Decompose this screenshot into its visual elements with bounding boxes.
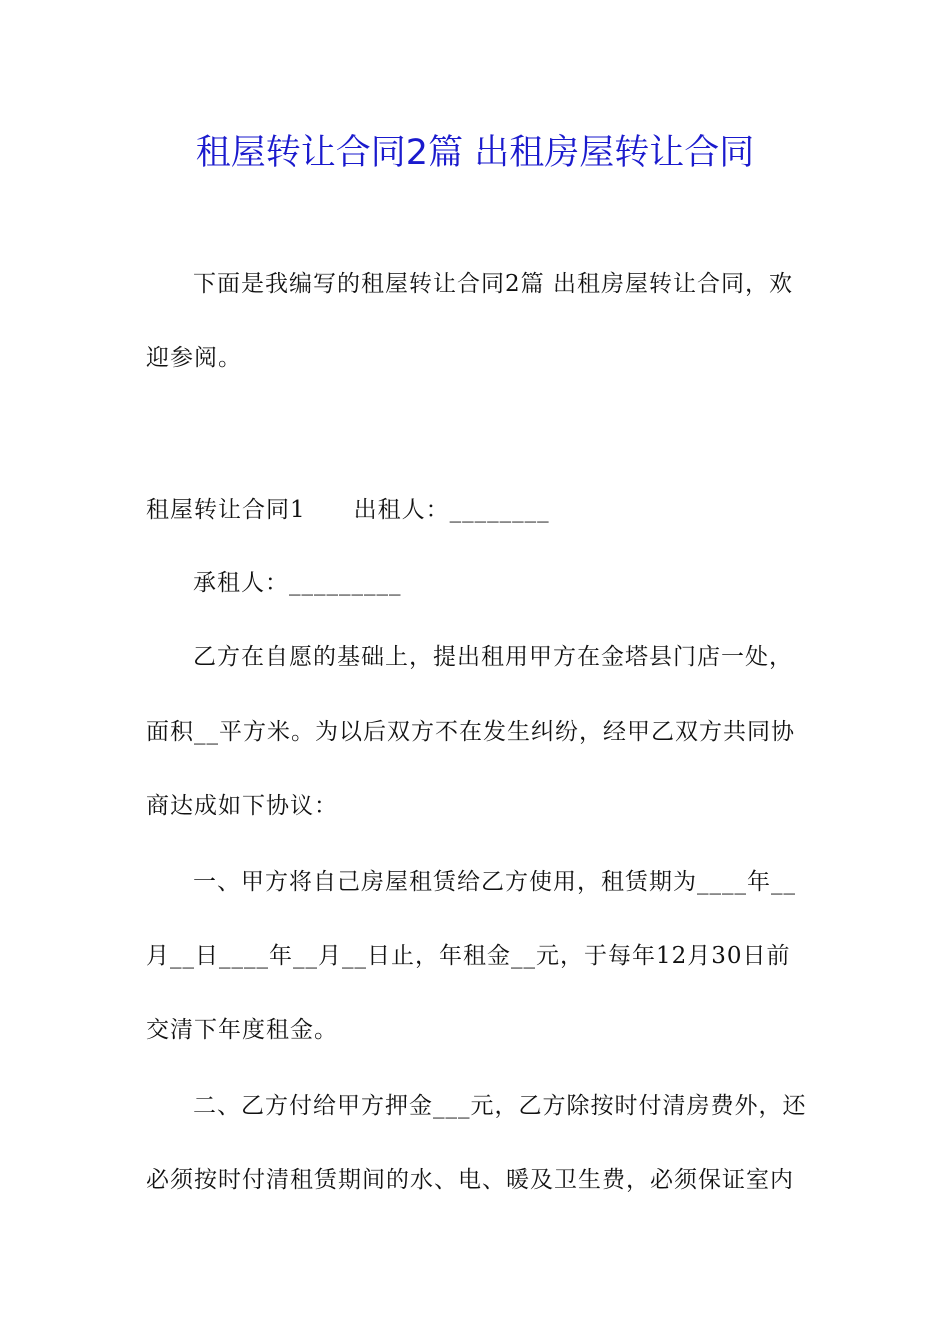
paragraph-line: 面积__平方米。为以后双方不在发生纠纷，经甲乙双方共同协 [146, 719, 795, 745]
paragraph-line: 商达成如下协议： [146, 793, 338, 819]
contract-heading-line: 租屋转让合同1 出租人：________ [146, 497, 550, 523]
paragraph-line: 下面是我编写的租屋转让合同2篇 出租房屋转让合同，欢 [193, 271, 793, 297]
paragraph-line: 迎参阅。 [146, 345, 242, 371]
clause-line: 必须按时付清租赁期间的水、电、暖及卫生费，必须保证室内 [146, 1167, 794, 1193]
lessee-line: 承租人：_________ [193, 570, 402, 596]
clause-line: 一、甲方将自己房屋租赁给乙方使用，租赁期为____年__ [193, 869, 796, 895]
paragraph-line: 乙方在自愿的基础上，提出租用甲方在金塔县门店一处， [193, 644, 793, 670]
clause-line: 月__日____年__月__日止，年租金__元，于每年12月30日前 [146, 943, 791, 969]
clause-line: 二、乙方付给甲方押金___元，乙方除按时付清房费外，还 [193, 1093, 807, 1119]
document-title: 租屋转让合同2篇 出租房屋转让合同 [195, 133, 755, 173]
clause-line: 交清下年度租金。 [146, 1017, 338, 1043]
